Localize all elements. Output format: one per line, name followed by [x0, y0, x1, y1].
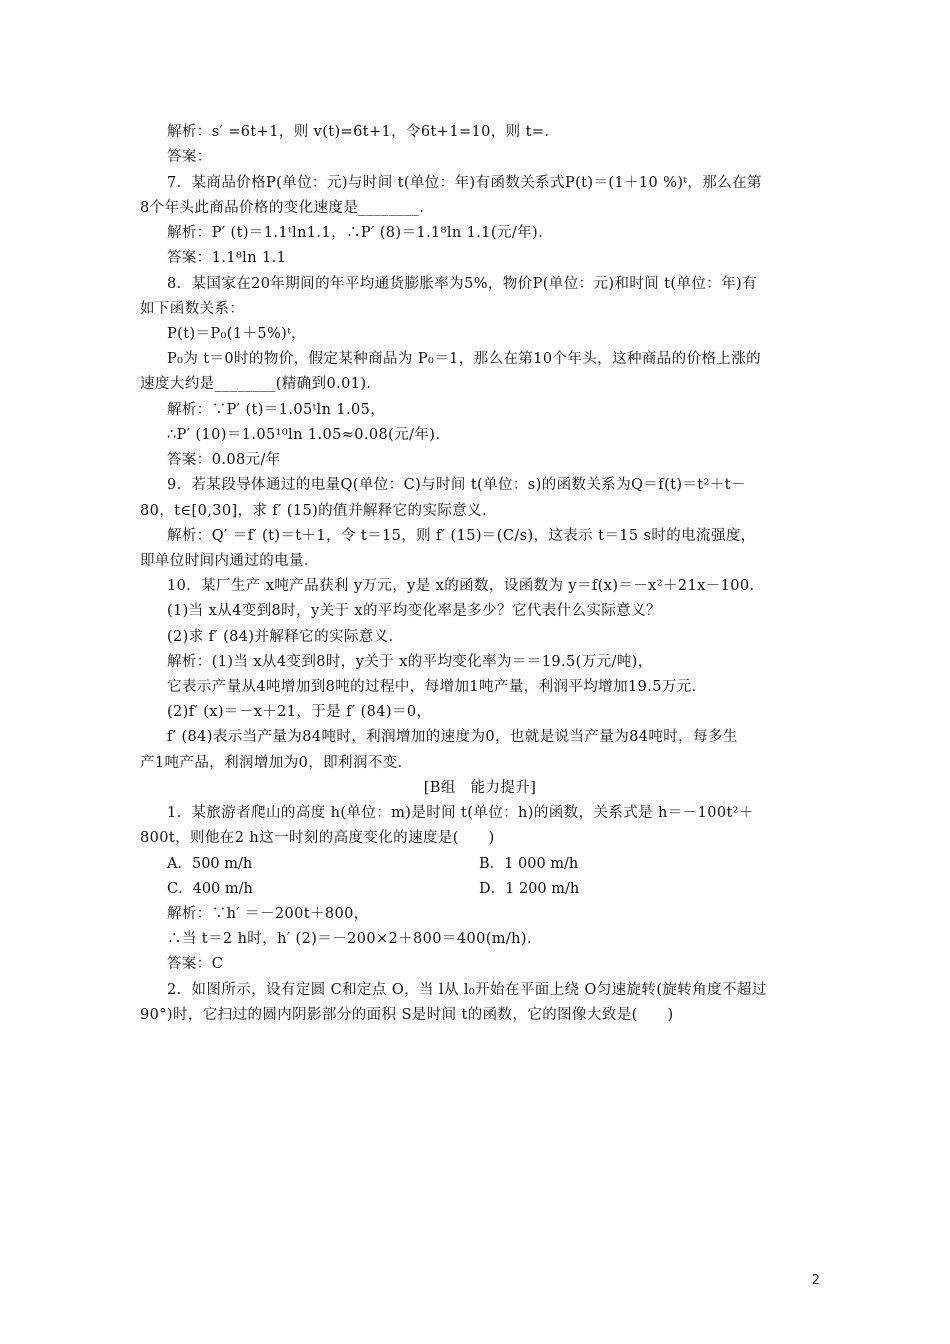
solution-line: 解析：∵P′ (t)＝1.05ᵗln 1.05， [167, 402, 386, 418]
problem-8-line-2: 如下函数关系： [140, 301, 245, 317]
problem-b2-line-1: 2．如图所示，设有定圆 C和定点 O，当 l从 l₀开始在平面上绕 O匀速旋转(旋转角度不超过 [167, 982, 767, 998]
solution-line: f′ (84)表示当产量为84吨时，利润增加的速度为0，也就是说当产量为84吨时，每多生 [167, 729, 738, 745]
problem-8-line-3: P₀为 t＝0时的物价，假定某种商品为 P₀＝1，那么在第10个年头，这种商品的价格上涨的 [167, 351, 762, 367]
option-c: C．400 m/h [167, 881, 253, 897]
answer-line: 答案：C [167, 956, 224, 972]
problem-8-line-4: 速度大约是________(精确到0.01)． [140, 376, 382, 392]
solution-line: 解析：Q′ ＝f′ (t)＝t＋1，令 t＝15，则 f′ (15)＝(C/s)，这表示 t＝15 s时的电流强度， [167, 528, 756, 544]
section-heading: [B组 能力提升] [423, 780, 537, 796]
solution-line: ∴P′ (10)＝1.05¹⁰ln 1.05≈0.08(元/年)． [167, 427, 451, 443]
solution-line: 它表示产量从4吨增加到8吨的过程中，每增加1吨产量，利润平均增加19.5万元． [167, 679, 707, 695]
problem-b1-line-2: 800t，则他在2 h这一时刻的高度变化的速度是( ) [140, 830, 495, 846]
formula-line: P(t)＝P₀(1＋5%)ᵗ， [167, 326, 307, 342]
solution-line: 产1吨产品，利润增加为0，即利润不变． [140, 755, 413, 771]
problem-7-line-1: 7．某商品价格P(单位：元)与时间 t(单位：年)有函数关系式P(t)＝(1＋10 %)ᵗ，那么在第 [167, 175, 762, 191]
problem-9-line-1: 9．若某段导体通过的电量Q(单位：C)与时间 t(单位：s)的函数关系为Q＝f(t)＝t²＋t－ [167, 477, 746, 493]
problem-10-line-1: 10．某厂生产 x吨产品获利 y万元，y是 x的函数，设函数为 y＝f(x)＝－x²＋21x－100. [167, 578, 755, 594]
problem-7-line-2: 8个年头此商品价格的变化速度是________． [140, 200, 435, 216]
answer-line: 答案：1.1⁸ln 1.1 [167, 250, 287, 266]
solution-line: (2)f′ (x)＝－x＋21，于是 f′ (84)＝0， [167, 704, 432, 720]
solution-line: 解析：P′ (t)＝1.1ᵗln1.1，∴P′ (8)＝1.1⁸ln 1.1(元/年)． [167, 225, 553, 241]
solution-line: 解析：(1)当 x从4变到8时，y关于 x的平均变化率为＝＝19.5(万元/吨)， [167, 654, 653, 670]
problem-10-part-1: (1)当 x从4变到8时，y关于 x的平均变化率是多少？它代表什么实际意义？ [167, 603, 661, 619]
page-number: 2 [811, 1273, 820, 1288]
solution-line: ∴当 t＝2 h时，h′ (2)＝－200×2＋800＝400(m/h)． [167, 931, 542, 947]
problem-8-line-1: 8．某国家在20年期间的年平均通货膨胀率为5%，物价P(单位：元)和时间 t(单位：年)有 [167, 276, 757, 292]
problem-b1-line-1: 1．某旅游者爬山的高度 h(单位：m)是时间 t(单位：h)的函数，关系式是 h＝－100t²＋ [167, 805, 754, 821]
problem-b2-line-2: 90°)时，它扫过的圆内阴影部分的面积 S是时间 t的函数，它的图像大致是( ) [140, 1007, 674, 1023]
option-d: D．1 200 m/h [479, 881, 580, 897]
problem-9-line-2: 80，t∈[0,30]，求 f′ (15)的值并解释它的实际意义． [140, 503, 497, 519]
answer-line: 答案： [167, 149, 212, 165]
option-b: B．1 000 m/h [479, 856, 579, 872]
solution-line: 即单位时间内通过的电量． [140, 553, 319, 569]
option-a: A．500 m/h [167, 856, 253, 872]
solution-line: 解析：∵h′ ＝－200t＋800， [167, 906, 369, 922]
answer-line: 答案：0.08元/年 [167, 452, 281, 468]
problem-10-part-2: (2)求 f′ (84)并解释它的实际意义． [167, 629, 404, 645]
solution-line: 解析：s′ =6t+1，则 v(t)=6t+1，令6t+1=10，则 t=. [167, 124, 550, 140]
